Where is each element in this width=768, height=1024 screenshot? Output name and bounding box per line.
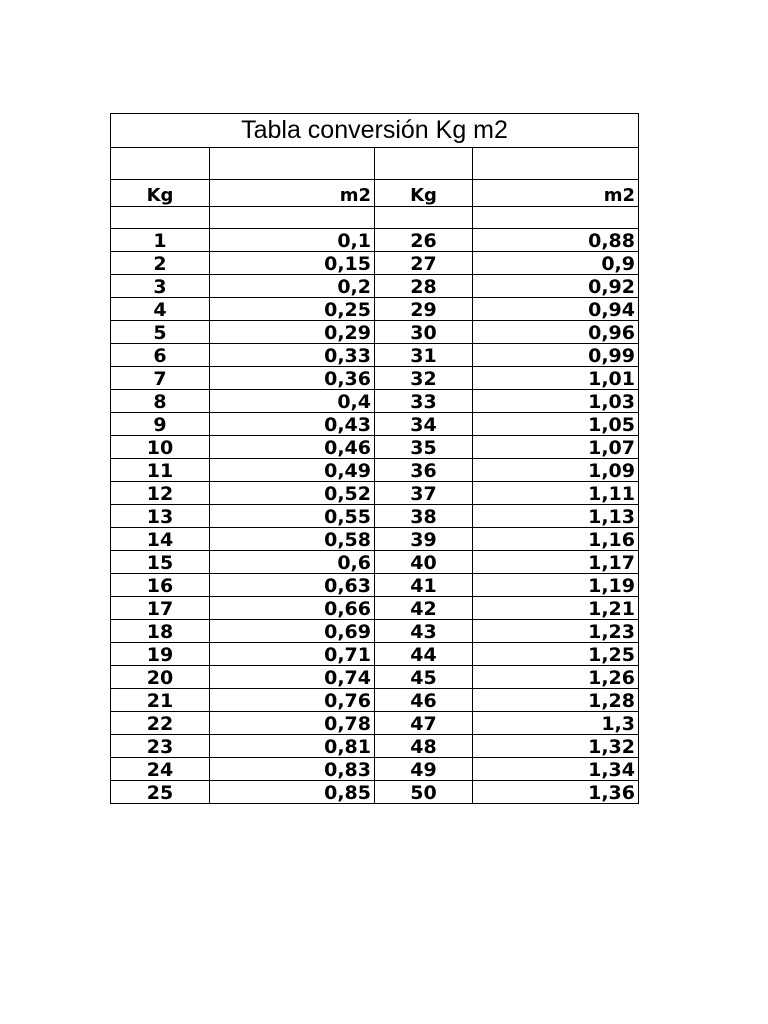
- kg-right-cell: 40: [375, 551, 473, 574]
- empty-cell: [111, 148, 210, 180]
- m2-right-cell: 0,96: [473, 321, 639, 344]
- table-row: [111, 367, 639, 390]
- m2-right-cell: 1,32: [473, 735, 639, 758]
- empty-cell: [210, 207, 375, 229]
- empty-cell: [473, 207, 639, 229]
- m2-left-cell: 0,55: [210, 505, 375, 528]
- table-row: [111, 735, 639, 758]
- kg-right-cell: 50: [375, 781, 473, 804]
- table-row: [111, 712, 639, 735]
- kg-left-cell: 4: [111, 298, 210, 321]
- m2-left-cell: 0,78: [210, 712, 375, 735]
- m2-left-cell: 0,43: [210, 413, 375, 436]
- kg-right-cell: 38: [375, 505, 473, 528]
- m2-right-cell: 0,88: [473, 229, 639, 252]
- kg-left-cell: 5: [111, 321, 210, 344]
- table-row: [111, 781, 639, 804]
- m2-right-cell: 1,34: [473, 758, 639, 781]
- m2-left-cell: 0,66: [210, 597, 375, 620]
- m2-left-cell: 0,74: [210, 666, 375, 689]
- m2-left-cell: 0,49: [210, 459, 375, 482]
- m2-left-cell: 0,81: [210, 735, 375, 758]
- m2-left-cell: 0,2: [210, 275, 375, 298]
- title-row: [111, 114, 639, 148]
- m2-right-cell: 0,99: [473, 344, 639, 367]
- kg-left-cell: 3: [111, 275, 210, 298]
- kg-right-cell: 37: [375, 482, 473, 505]
- conversion-table: [110, 113, 639, 804]
- kg-left-cell: 1: [111, 229, 210, 252]
- m2-right-cell: 1,19: [473, 574, 639, 597]
- kg-left-cell: 23: [111, 735, 210, 758]
- kg-left-cell: 7: [111, 367, 210, 390]
- table-row: [111, 620, 639, 643]
- header-row: [111, 180, 639, 207]
- kg-right-cell: 47: [375, 712, 473, 735]
- kg-right-cell: 35: [375, 436, 473, 459]
- kg-left-cell: 21: [111, 689, 210, 712]
- m2-right-cell: 1,17: [473, 551, 639, 574]
- kg-left-cell: 6: [111, 344, 210, 367]
- m2-left-cell: 0,4: [210, 390, 375, 413]
- m2-left-cell: 0,85: [210, 781, 375, 804]
- kg-right-cell: 27: [375, 252, 473, 275]
- header-m2-right: m2: [473, 180, 639, 207]
- kg-left-cell: 2: [111, 252, 210, 275]
- table-row: [111, 666, 639, 689]
- m2-left-cell: 0,33: [210, 344, 375, 367]
- kg-left-cell: 25: [111, 781, 210, 804]
- table-row: [111, 275, 639, 298]
- blank-row: [111, 148, 639, 180]
- m2-right-cell: 1,25: [473, 643, 639, 666]
- m2-left-cell: 0,29: [210, 321, 375, 344]
- table-row: [111, 574, 639, 597]
- m2-right-cell: 1,13: [473, 505, 639, 528]
- header-kg-left: Kg: [111, 180, 210, 207]
- table-row: [111, 413, 639, 436]
- kg-right-cell: 36: [375, 459, 473, 482]
- m2-left-cell: 0,71: [210, 643, 375, 666]
- kg-left-cell: 10: [111, 436, 210, 459]
- m2-left-cell: 0,15: [210, 252, 375, 275]
- kg-left-cell: 24: [111, 758, 210, 781]
- kg-right-cell: 48: [375, 735, 473, 758]
- m2-right-cell: 1,16: [473, 528, 639, 551]
- kg-right-cell: 28: [375, 275, 473, 298]
- kg-right-cell: 30: [375, 321, 473, 344]
- m2-right-cell: 1,26: [473, 666, 639, 689]
- table-row: [111, 344, 639, 367]
- kg-left-cell: 18: [111, 620, 210, 643]
- kg-left-cell: 17: [111, 597, 210, 620]
- empty-cell: [210, 148, 375, 180]
- table-row: [111, 459, 639, 482]
- kg-right-cell: 49: [375, 758, 473, 781]
- m2-right-cell: 1,28: [473, 689, 639, 712]
- kg-right-cell: 33: [375, 390, 473, 413]
- empty-cell: [111, 207, 210, 229]
- m2-right-cell: 0,9: [473, 252, 639, 275]
- table-row: [111, 597, 639, 620]
- empty-cell: [375, 148, 473, 180]
- m2-right-cell: 1,05: [473, 413, 639, 436]
- table-row: [111, 298, 639, 321]
- m2-left-cell: 0,76: [210, 689, 375, 712]
- header-m2-left: m2: [210, 180, 375, 207]
- empty-cell: [473, 148, 639, 180]
- table-row: [111, 689, 639, 712]
- m2-right-cell: 1,11: [473, 482, 639, 505]
- kg-right-cell: 39: [375, 528, 473, 551]
- m2-left-cell: 0,25: [210, 298, 375, 321]
- kg-left-cell: 20: [111, 666, 210, 689]
- empty-cell: [375, 207, 473, 229]
- kg-right-cell: 26: [375, 229, 473, 252]
- table-row: [111, 551, 639, 574]
- m2-left-cell: 0,1: [210, 229, 375, 252]
- kg-right-cell: 42: [375, 597, 473, 620]
- m2-right-cell: 0,94: [473, 298, 639, 321]
- m2-left-cell: 0,36: [210, 367, 375, 390]
- m2-right-cell: 1,01: [473, 367, 639, 390]
- table-row: [111, 321, 639, 344]
- table-row: [111, 528, 639, 551]
- kg-left-cell: 15: [111, 551, 210, 574]
- kg-left-cell: 9: [111, 413, 210, 436]
- table-row: [111, 505, 639, 528]
- kg-left-cell: 14: [111, 528, 210, 551]
- kg-right-cell: 46: [375, 689, 473, 712]
- kg-left-cell: 12: [111, 482, 210, 505]
- kg-left-cell: 22: [111, 712, 210, 735]
- kg-right-cell: 44: [375, 643, 473, 666]
- kg-left-cell: 8: [111, 390, 210, 413]
- header-kg-right: Kg: [375, 180, 473, 207]
- m2-left-cell: 0,6: [210, 551, 375, 574]
- m2-right-cell: 1,3: [473, 712, 639, 735]
- table-row: [111, 758, 639, 781]
- kg-right-cell: 31: [375, 344, 473, 367]
- table-row: [111, 252, 639, 275]
- table-title: Tabla conversión Kg m2: [111, 114, 639, 148]
- table-row: [111, 390, 639, 413]
- m2-left-cell: 0,58: [210, 528, 375, 551]
- table-row: [111, 229, 639, 252]
- m2-left-cell: 0,69: [210, 620, 375, 643]
- kg-left-cell: 19: [111, 643, 210, 666]
- kg-left-cell: 13: [111, 505, 210, 528]
- table-row: [111, 436, 639, 459]
- kg-right-cell: 32: [375, 367, 473, 390]
- m2-right-cell: 1,21: [473, 597, 639, 620]
- kg-right-cell: 45: [375, 666, 473, 689]
- blank-row: [111, 207, 639, 229]
- m2-right-cell: 1,03: [473, 390, 639, 413]
- kg-right-cell: 41: [375, 574, 473, 597]
- m2-left-cell: 0,83: [210, 758, 375, 781]
- table-row: [111, 643, 639, 666]
- m2-right-cell: 1,09: [473, 459, 639, 482]
- m2-right-cell: 1,07: [473, 436, 639, 459]
- m2-left-cell: 0,46: [210, 436, 375, 459]
- m2-left-cell: 0,52: [210, 482, 375, 505]
- kg-right-cell: 43: [375, 620, 473, 643]
- m2-left-cell: 0,63: [210, 574, 375, 597]
- m2-right-cell: 1,23: [473, 620, 639, 643]
- table-row: [111, 482, 639, 505]
- m2-right-cell: 1,36: [473, 781, 639, 804]
- kg-left-cell: 16: [111, 574, 210, 597]
- m2-right-cell: 0,92: [473, 275, 639, 298]
- kg-right-cell: 34: [375, 413, 473, 436]
- kg-right-cell: 29: [375, 298, 473, 321]
- kg-left-cell: 11: [111, 459, 210, 482]
